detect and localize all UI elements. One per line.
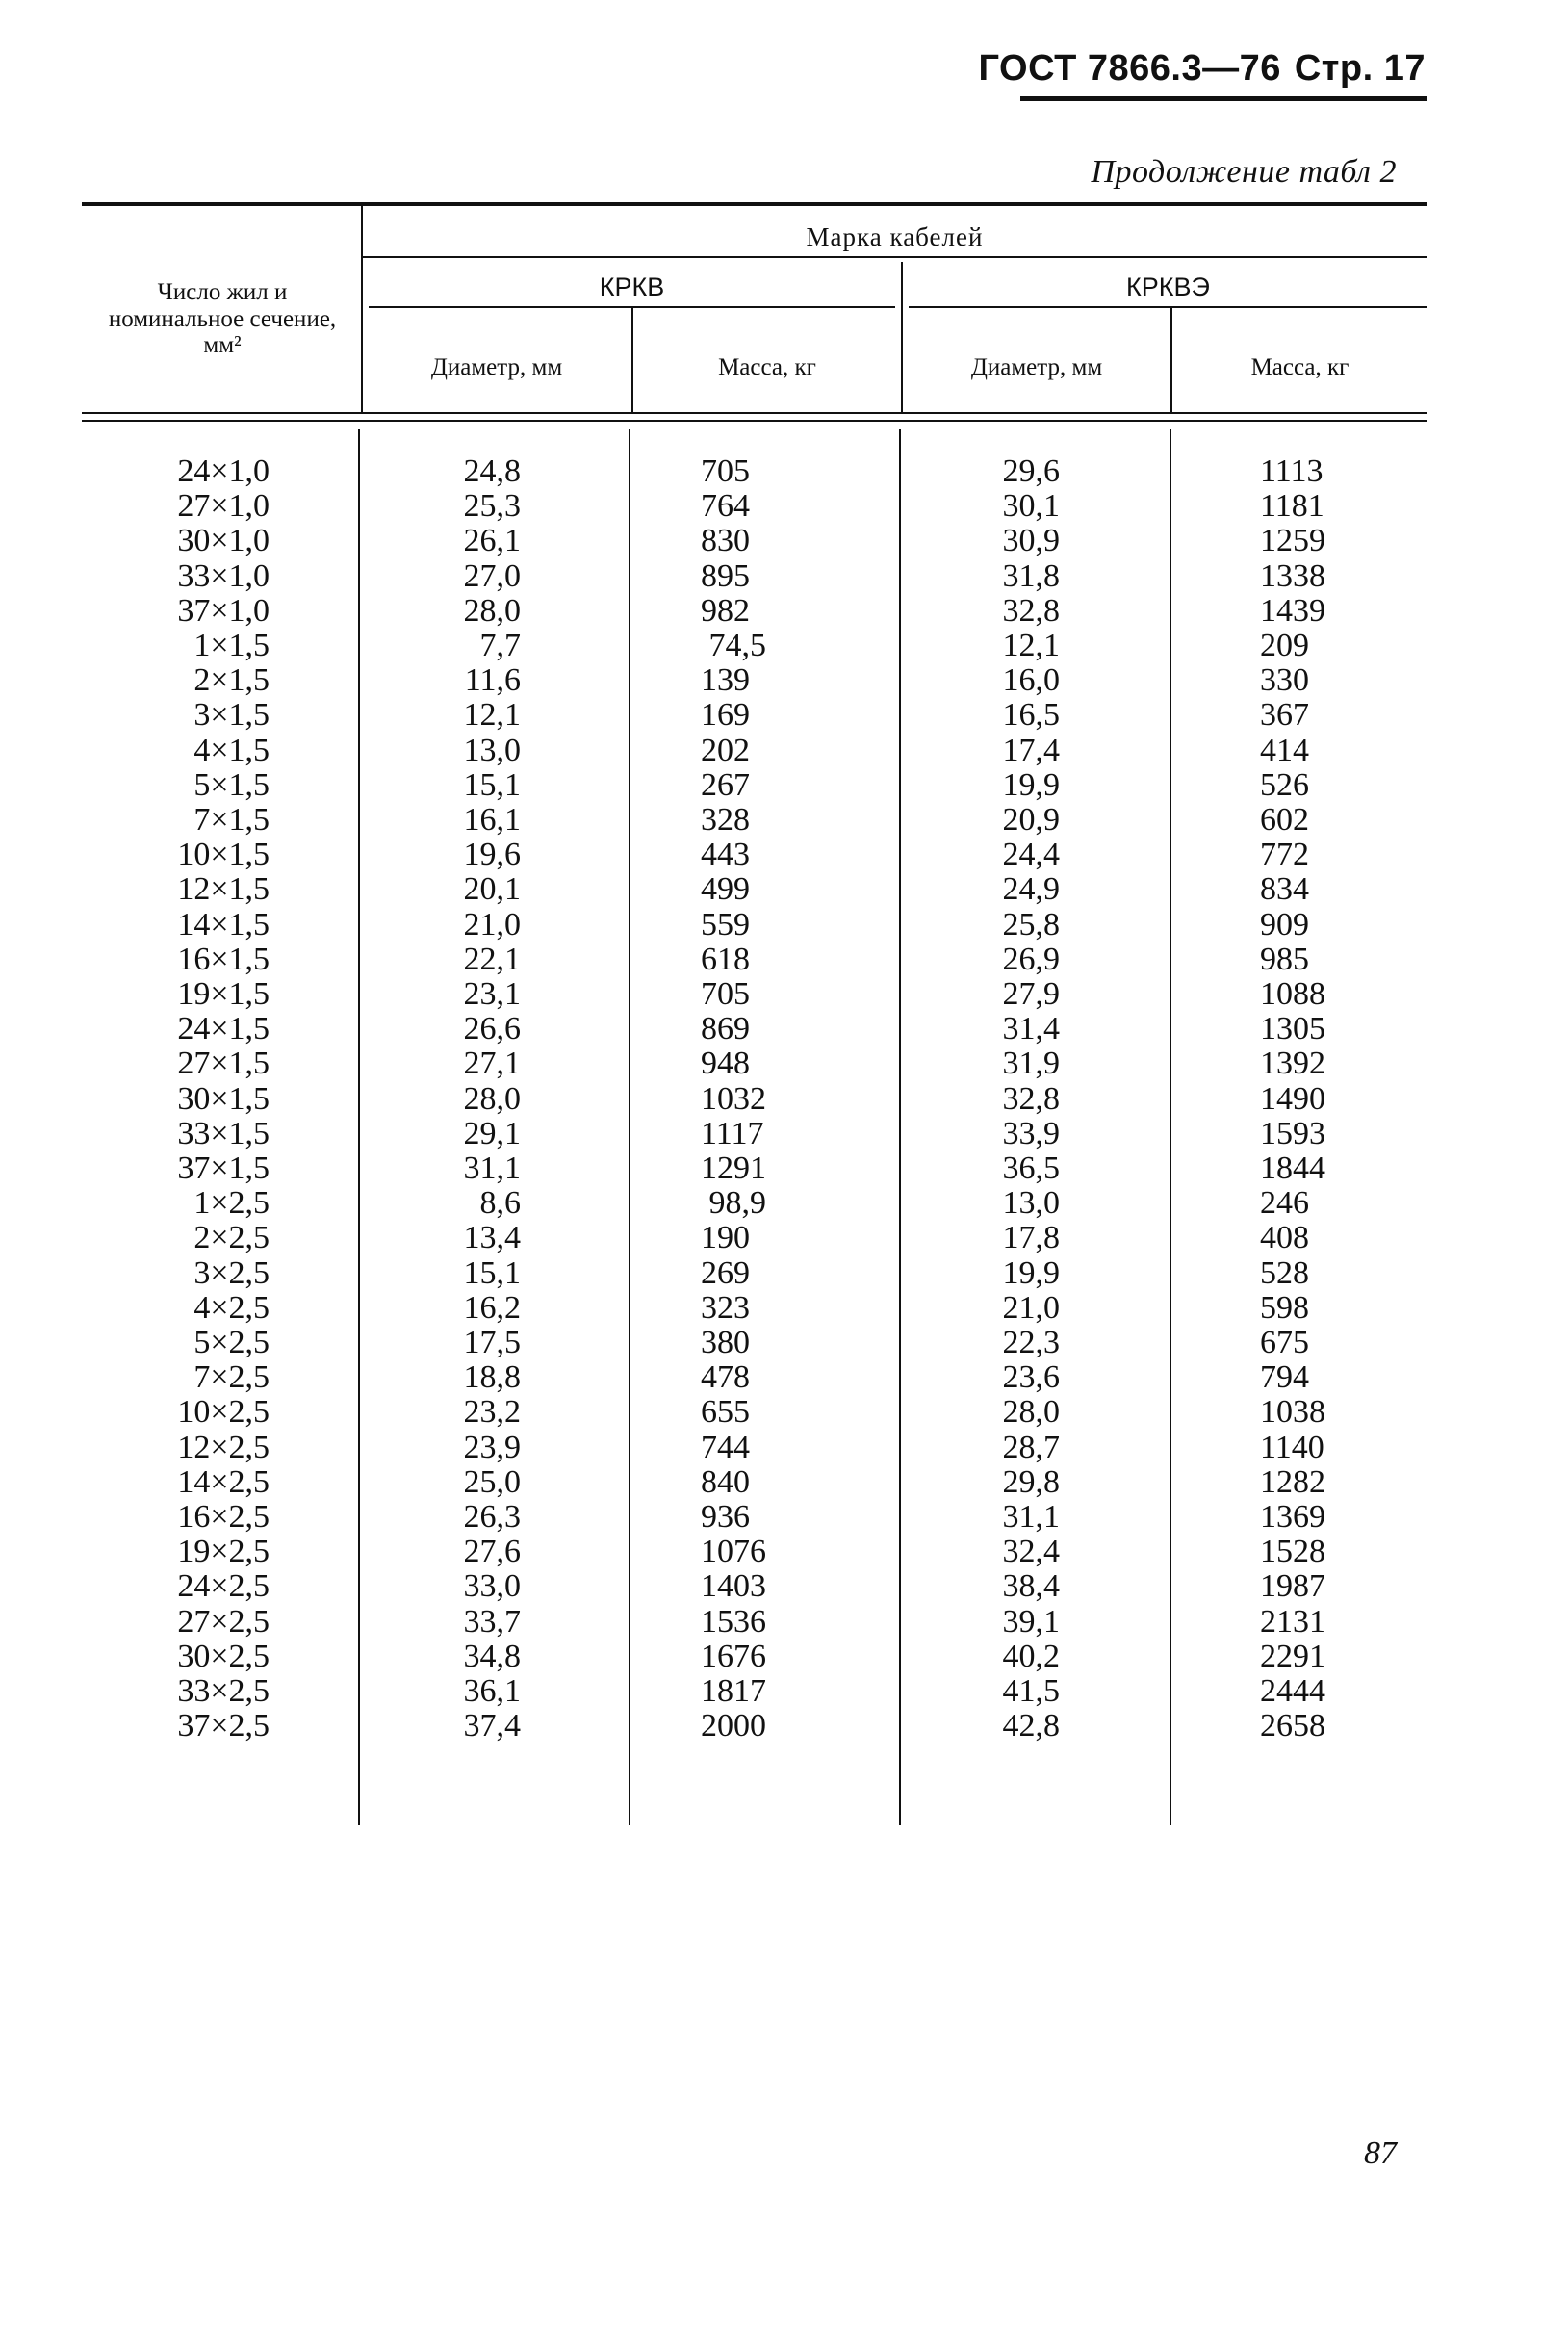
cores-section-cell: 19×2,5 (177, 1534, 270, 1570)
group-header-rule (362, 256, 1427, 258)
krkve-diameter-cell: 31,1 (1002, 1499, 1060, 1535)
cores-section-cell: 24×2,5 (177, 1568, 270, 1605)
krkve-mass-cell: 1369 (1260, 1499, 1325, 1535)
krkve-diameter-cell: 36,5 (1002, 1150, 1060, 1186)
cores-section-cell: 7×1,5 (193, 802, 270, 838)
krkv-diameter-cell: 16,1 (463, 802, 521, 838)
table-continuation-label: Продолжение табл 2 (1091, 154, 1397, 190)
cores-section-cell: 3×2,5 (193, 1254, 270, 1291)
cores-section-cell: 10×1,5 (177, 837, 270, 873)
table-row (0, 1047, 1568, 1081)
header-rule (1020, 96, 1427, 101)
krkv-mass-cell: 1676 (701, 1638, 766, 1674)
krkve-diameter-cell: 29,6 (1002, 453, 1060, 489)
krkve-diameter-cell: 33,9 (1002, 1115, 1060, 1151)
cores-section-cell: 37×2,5 (177, 1708, 270, 1744)
krkv-diameter-cell: 26,6 (463, 1011, 521, 1047)
krkve-mass-cell: 1392 (1260, 1046, 1325, 1082)
table-row (0, 1360, 1568, 1395)
table-row (0, 489, 1568, 524)
krkv-mass-cell: 139 (701, 662, 750, 699)
krkve-mass-cell: 909 (1260, 906, 1309, 943)
cores-section-cell: 33×1,0 (177, 557, 270, 594)
col-divider-3-header (901, 262, 903, 414)
krkv-mass-cell: 618 (701, 941, 750, 977)
cores-section-cell: 27×1,0 (177, 488, 270, 525)
krkv-mass-cell: 1536 (701, 1603, 766, 1640)
krkv-mass-cell: 895 (701, 557, 750, 594)
krkv-mass-cell: 705 (701, 453, 750, 489)
table-row (0, 768, 1568, 803)
cores-section-cell: 12×2,5 (177, 1429, 270, 1465)
krkve-diameter-cell: 22,3 (1002, 1325, 1060, 1360)
header-brand-krkv: КРКВ (599, 272, 665, 301)
header-bottom-rule-2 (82, 420, 1427, 422)
krkv-diameter-cell: 8,6 (479, 1185, 521, 1222)
cores-section-cell: 2×2,5 (193, 1220, 270, 1256)
table-row (0, 1431, 1568, 1465)
header-diameter-1: Диаметр, мм (430, 354, 563, 380)
krkve-diameter-cell: 21,0 (1002, 1289, 1060, 1326)
krkv-diameter-cell: 13,0 (463, 732, 521, 768)
krkve-mass-cell: 2131 (1260, 1603, 1325, 1640)
krkve-diameter-cell: 26,9 (1002, 941, 1060, 977)
krkve-diameter-cell: 28,7 (1002, 1429, 1060, 1465)
header-diameter-2: Диаметр, мм (970, 354, 1103, 380)
header-cores-section: Число жил и номинальное сечение, мм² (108, 279, 337, 358)
table-row (0, 1186, 1568, 1221)
table-row (0, 663, 1568, 698)
krkve-mass-cell: 794 (1260, 1359, 1309, 1396)
krkve-diameter-cell: 16,0 (1002, 662, 1060, 699)
header-bottom-rule-1 (82, 412, 1427, 414)
krkv-diameter-cell: 16,2 (463, 1289, 521, 1326)
krkv-mass-cell: 1817 (701, 1673, 766, 1709)
krkv-diameter-cell: 27,1 (463, 1046, 521, 1082)
krkve-diameter-cell: 42,8 (1002, 1708, 1060, 1744)
header-mass-1: Масса, кг (718, 354, 816, 380)
krkv-diameter-cell: 27,0 (463, 557, 521, 594)
krkve-mass-cell: 1593 (1260, 1115, 1325, 1151)
table-row (0, 1326, 1568, 1360)
table-row (0, 943, 1568, 977)
krkve-diameter-cell: 12,1 (1002, 628, 1060, 663)
cores-section-cell: 14×2,5 (177, 1463, 270, 1500)
krkv-diameter-cell: 37,4 (463, 1708, 521, 1744)
krkve-mass-cell: 367 (1260, 697, 1309, 734)
krkve-diameter-cell: 19,9 (1002, 1254, 1060, 1291)
cores-section-cell: 30×2,5 (177, 1638, 270, 1674)
krkv-diameter-cell: 12,1 (463, 697, 521, 734)
krkv-mass-cell: 380 (701, 1325, 750, 1360)
krkv-diameter-cell: 26,3 (463, 1499, 521, 1535)
table-row (0, 977, 1568, 1012)
krkve-mass-cell: 1113 (1260, 453, 1324, 489)
krkv-diameter-cell: 23,1 (463, 976, 521, 1012)
cores-section-cell: 24×1,0 (177, 453, 270, 489)
krkve-mass-cell: 834 (1260, 871, 1309, 908)
cores-section-cell: 33×1,5 (177, 1115, 270, 1151)
krkv-mass-cell: 1032 (701, 1080, 766, 1117)
cores-section-cell: 4×1,5 (193, 732, 270, 768)
krkv-diameter-cell: 19,6 (463, 837, 521, 873)
krkve-diameter-cell: 30,9 (1002, 523, 1060, 559)
cores-section-cell: 37×1,0 (177, 592, 270, 629)
krkve-diameter-cell: 29,8 (1002, 1463, 1060, 1500)
krkv-diameter-cell: 18,8 (463, 1359, 521, 1396)
cores-section-cell: 5×2,5 (193, 1325, 270, 1360)
krkv-diameter-cell: 24,8 (463, 453, 521, 489)
krkv-mass-cell: 478 (701, 1359, 750, 1396)
header-cable-brand: Марка кабелей (806, 222, 984, 251)
table-row (0, 1709, 1568, 1744)
krkv-mass-cell: 323 (701, 1289, 750, 1326)
krkve-diameter-cell: 27,9 (1002, 976, 1060, 1012)
cores-section-cell: 7×2,5 (193, 1359, 270, 1396)
krkv-mass-cell: 559 (701, 906, 750, 943)
krkve-mass-cell: 1338 (1260, 557, 1325, 594)
krkv-diameter-cell: 15,1 (463, 766, 521, 803)
page-label: Стр. 17 (1294, 48, 1426, 89)
krkv-mass-cell: 869 (701, 1011, 750, 1047)
table-top-rule (82, 202, 1427, 206)
krkv-mass-cell: 1291 (701, 1150, 766, 1186)
table-row (0, 1291, 1568, 1326)
krkve-mass-cell: 2658 (1260, 1708, 1325, 1744)
cores-section-cell: 1×1,5 (193, 628, 270, 663)
krkve-diameter-cell: 32,8 (1002, 1080, 1060, 1117)
krkv-diameter-cell: 13,4 (463, 1220, 521, 1256)
krkv-mass-cell: 655 (701, 1394, 750, 1431)
krkv-diameter-cell: 20,1 (463, 871, 521, 908)
krkve-mass-cell: 1844 (1260, 1150, 1325, 1186)
krkve-mass-cell: 2444 (1260, 1673, 1325, 1709)
krkv-diameter-cell: 31,1 (463, 1150, 521, 1186)
table-row (0, 734, 1568, 768)
krkve-mass-cell: 1528 (1260, 1534, 1325, 1570)
krkv-diameter-cell: 25,3 (463, 488, 521, 525)
table-row (0, 872, 1568, 907)
krkve-mass-cell: 598 (1260, 1289, 1309, 1326)
krkve-mass-cell: 772 (1260, 837, 1309, 873)
krkv-diameter-cell: 11,6 (464, 662, 521, 699)
cores-section-cell: 12×1,5 (177, 871, 270, 908)
krkv-mass-cell: 169 (701, 697, 750, 734)
table-row (0, 1500, 1568, 1535)
krkve-mass-cell: 1181 (1260, 488, 1324, 525)
krkve-diameter-cell: 40,2 (1002, 1638, 1060, 1674)
krkve-diameter-cell: 20,9 (1002, 802, 1060, 838)
krkv-mass-cell: 1403 (701, 1568, 766, 1605)
table-row (0, 803, 1568, 838)
krkve-diameter-cell: 17,4 (1002, 732, 1060, 768)
table-row (0, 524, 1568, 558)
krkve-mass-cell: 528 (1260, 1254, 1309, 1291)
table-row (0, 1012, 1568, 1047)
krkv-mass-cell: 202 (701, 732, 750, 768)
krkve-mass-cell: 1088 (1260, 976, 1325, 1012)
krkve-mass-cell: 246 (1260, 1185, 1309, 1222)
krkv-mass-cell: 1117 (701, 1115, 764, 1151)
krkve-diameter-cell: 28,0 (1002, 1394, 1060, 1431)
krkve-mass-cell: 1259 (1260, 523, 1325, 559)
table-row (0, 1674, 1568, 1709)
table-row (0, 1535, 1568, 1569)
krkv-diameter-cell: 25,0 (463, 1463, 521, 1500)
krkv-mass-cell: 982 (701, 592, 750, 629)
cores-section-cell: 27×2,5 (177, 1603, 270, 1640)
cores-section-cell: 24×1,5 (177, 1011, 270, 1047)
table-row (0, 1151, 1568, 1186)
krkve-diameter-cell: 13,0 (1002, 1185, 1060, 1222)
table-row (0, 838, 1568, 872)
krkve-diameter-cell: 39,1 (1002, 1603, 1060, 1640)
krkv-diameter-cell: 22,1 (463, 941, 521, 977)
krkve-diameter-cell: 38,4 (1002, 1568, 1060, 1605)
cores-section-cell: 37×1,5 (177, 1150, 270, 1186)
table-row (0, 1569, 1568, 1604)
krkve-mass-cell: 1140 (1260, 1429, 1324, 1465)
krkv-mass-cell: 98,9 (701, 1185, 766, 1222)
krkv-mass-cell: 705 (701, 976, 750, 1012)
krkve-diameter-cell: 16,5 (1002, 697, 1060, 734)
krkv-diameter-cell: 33,7 (463, 1603, 521, 1640)
krkv-diameter-cell: 29,1 (463, 1115, 521, 1151)
cores-section-cell: 10×2,5 (177, 1394, 270, 1431)
header-mass-2: Масса, кг (1250, 354, 1350, 380)
cores-section-cell: 16×2,5 (177, 1499, 270, 1535)
table-row (0, 698, 1568, 733)
krkve-mass-cell: 1305 (1260, 1011, 1325, 1047)
cores-section-cell: 1×2,5 (193, 1185, 270, 1222)
table-row (0, 1256, 1568, 1291)
cores-section-cell: 16×1,5 (177, 941, 270, 977)
krkve-mass-cell: 330 (1260, 662, 1309, 699)
krkve-mass-cell: 526 (1260, 766, 1309, 803)
table-row (0, 1117, 1568, 1151)
krkv-mass-cell: 1076 (701, 1534, 766, 1570)
krkve-diameter-cell: 32,4 (1002, 1534, 1060, 1570)
krkve-diameter-cell: 19,9 (1002, 766, 1060, 803)
table-row (0, 1605, 1568, 1640)
cores-section-cell: 30×1,5 (177, 1080, 270, 1117)
cores-section-cell: 19×1,5 (177, 976, 270, 1012)
page-number: 87 (1364, 2135, 1397, 2171)
header-brand-krkve: КРКВЭ (1126, 272, 1210, 301)
krkv-mass-cell: 2000 (701, 1708, 766, 1744)
krkv-diameter-cell: 7,7 (479, 628, 521, 663)
cores-section-cell: 3×1,5 (193, 697, 270, 734)
krkv-diameter-cell: 26,1 (463, 523, 521, 559)
krkv-mass-cell: 190 (701, 1220, 750, 1256)
krkve-diameter-cell: 24,4 (1002, 837, 1060, 873)
krkv-mass-cell: 499 (701, 871, 750, 908)
cores-section-cell: 27×1,5 (177, 1046, 270, 1082)
krkve-mass-cell: 985 (1260, 941, 1309, 977)
krkv-mass-cell: 443 (701, 837, 750, 873)
krkv-diameter-cell: 34,8 (463, 1638, 521, 1674)
cores-section-cell: 5×1,5 (193, 766, 270, 803)
krkve-diameter-cell: 24,9 (1002, 871, 1060, 908)
krkv-diameter-cell: 33,0 (463, 1568, 521, 1605)
table-row (0, 629, 1568, 663)
krkv-diameter-cell: 23,2 (463, 1394, 521, 1431)
krkv-mass-cell: 948 (701, 1046, 750, 1082)
krkve-diameter-cell: 17,8 (1002, 1220, 1060, 1256)
krkv-diameter-cell: 36,1 (463, 1673, 521, 1709)
krkv-mass-cell: 764 (701, 488, 750, 525)
cores-section-cell: 2×1,5 (193, 662, 270, 699)
table-row (0, 908, 1568, 943)
table-row (0, 1640, 1568, 1674)
krkve-mass-cell: 1038 (1260, 1394, 1325, 1431)
krkve-mass-cell: 414 (1260, 732, 1309, 768)
krkve-mass-cell: 2291 (1260, 1638, 1325, 1674)
cores-section-cell: 14×1,5 (177, 906, 270, 943)
krkve-mass-cell: 1490 (1260, 1080, 1325, 1117)
krkve-mass-cell: 602 (1260, 802, 1309, 838)
krkv-mass-cell: 269 (701, 1254, 750, 1291)
krkve-mass-cell: 408 (1260, 1220, 1309, 1256)
krkve-diameter-cell: 31,9 (1002, 1046, 1060, 1082)
krkv-mass-cell: 744 (701, 1429, 750, 1465)
cores-section-cell: 30×1,0 (177, 523, 270, 559)
krkv-mass-cell: 840 (701, 1463, 750, 1500)
krkv-mass-cell: 936 (701, 1499, 750, 1535)
standard-number: ГОСТ 7866.3—76 (978, 48, 1281, 89)
krkv-diameter-cell: 23,9 (463, 1429, 521, 1465)
krkv-mass-cell: 328 (701, 802, 750, 838)
krkve-diameter-cell: 31,8 (1002, 557, 1060, 594)
krkv-diameter-cell: 15,1 (463, 1254, 521, 1291)
krkve-diameter-cell: 23,6 (1002, 1359, 1060, 1396)
krkve-diameter-cell: 25,8 (1002, 906, 1060, 943)
brand2-rule (909, 306, 1427, 308)
table-row (0, 1395, 1568, 1430)
krkve-mass-cell: 209 (1260, 628, 1309, 663)
table-row (0, 594, 1568, 629)
table-row (0, 1221, 1568, 1255)
krkve-diameter-cell: 41,5 (1002, 1673, 1060, 1709)
running-header (978, 48, 1426, 90)
krkv-diameter-cell: 17,5 (463, 1325, 521, 1360)
table-row (0, 1465, 1568, 1500)
krkv-diameter-cell: 28,0 (463, 1080, 521, 1117)
krkv-mass-cell: 74,5 (701, 628, 766, 663)
cores-section-cell: 33×2,5 (177, 1673, 270, 1709)
krkv-mass-cell: 267 (701, 766, 750, 803)
krkv-diameter-cell: 27,6 (463, 1534, 521, 1570)
krkve-mass-cell: 1439 (1260, 592, 1325, 629)
krkv-diameter-cell: 21,0 (463, 906, 521, 943)
table-row (0, 559, 1568, 594)
cores-section-cell: 4×2,5 (193, 1289, 270, 1326)
krkve-mass-cell: 1282 (1260, 1463, 1325, 1500)
krkve-diameter-cell: 31,4 (1002, 1011, 1060, 1047)
table-row (0, 1082, 1568, 1117)
krkve-diameter-cell: 32,8 (1002, 592, 1060, 629)
table-row (0, 454, 1568, 489)
krkv-mass-cell: 830 (701, 523, 750, 559)
krkve-mass-cell: 1987 (1260, 1568, 1325, 1605)
krkv-diameter-cell: 28,0 (463, 592, 521, 629)
krkve-diameter-cell: 30,1 (1002, 488, 1060, 525)
krkve-mass-cell: 675 (1260, 1325, 1309, 1360)
